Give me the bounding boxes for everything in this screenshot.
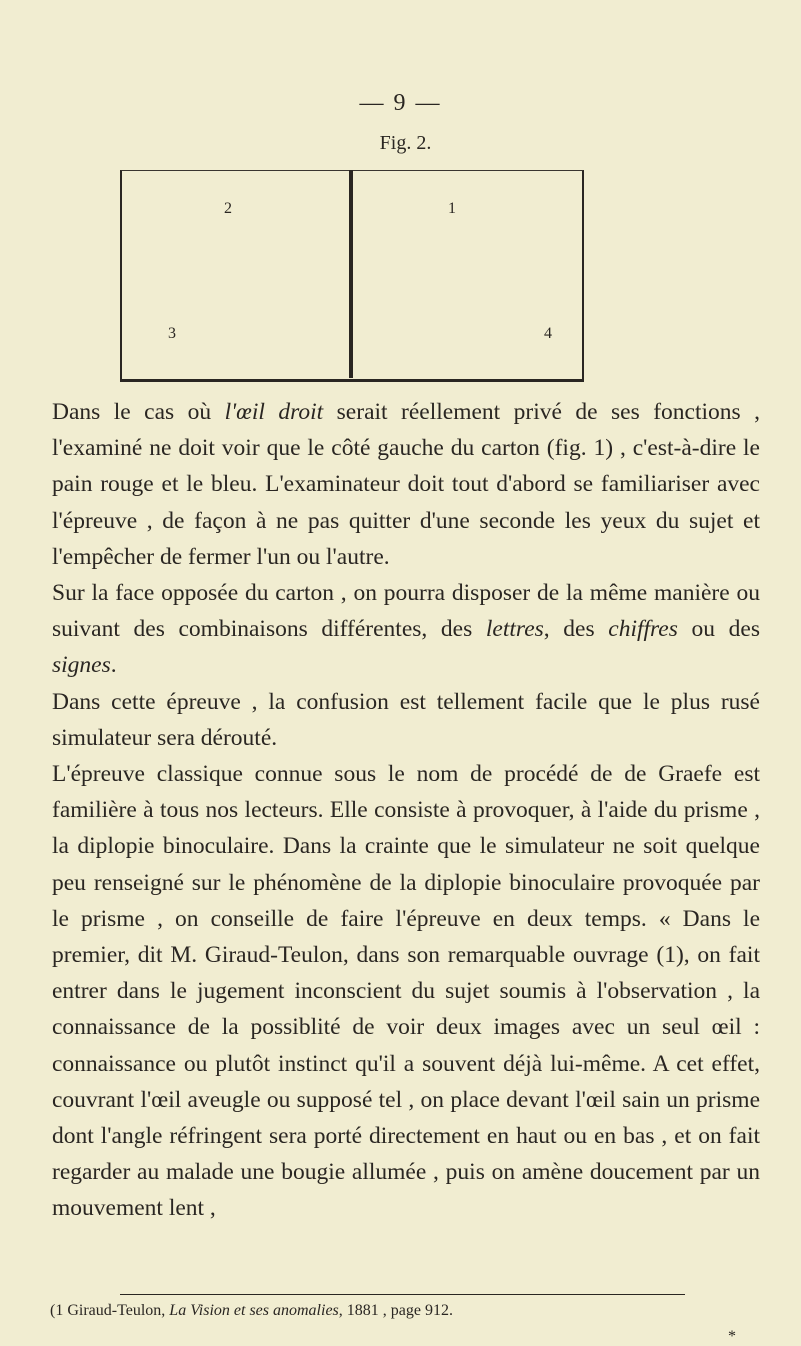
figure-caption: Fig. 2. bbox=[379, 132, 432, 154]
signature-mark: * bbox=[728, 1328, 736, 1345]
figure-label-bottom-left: 3 bbox=[168, 325, 176, 342]
figure-diagram bbox=[120, 170, 584, 382]
footnote: (1 Giraud-Teulon, La Vision et ses anomalies, 1881 , page 912. bbox=[50, 1302, 453, 1319]
italic-word: lettres bbox=[485, 616, 544, 643]
paragraph-4: L'épreuve classique connue sous le nom de procédé de de Graefe est familière à tous nos lecteurs. Elle consiste à provoquer, à l'aide du prisme , la diplopie binoculaire. Dans la crainte que le simulateur ne soit quelque peu renseigné sur le phénomène de la diplopie binoculaire provoquée par le prisme , on conseille de faire l'épreuve en deux temps. « Dans le premier, dit M. Giraud-Teulon, dans son remarquable ouvrage (1), on fait entrer dans le jugement inconscient du sujet soumis à l'observation , la connaissance de la possiblité de voir deux images avec un seul œil : connaissance ou plutôt instinct qu'il a souvent déjà lui-même. A cet effet, couvrant l'œil aveugle ou supposé tel , on place devant l'œil sain un prisme dont l'angle réfringent sera porté directement en haut ou en bas , et on fait regarder au malade une bougie allumée , puis on amène doucement par un mouvement lent , bbox=[52, 761, 760, 1222]
italic-phrase: l'œil droit bbox=[224, 399, 324, 425]
italic-word: chiffres bbox=[608, 616, 678, 643]
paragraph-3: Dans cette épreuve , la confusion est tellement facile que le plus rusé simulateur sera dérouté. bbox=[52, 688, 760, 751]
paragraph-2: Sur la face opposée du carton , on pourra disposer de la même manière ou suivant des combinaisons différentes, des lettres, des chiffres ou des signes. bbox=[52, 580, 760, 679]
figure-divider bbox=[349, 170, 353, 378]
footnote-title: La Vision et ses anomalies bbox=[169, 1302, 339, 1319]
italic-word: signes bbox=[52, 652, 111, 679]
figure-label-top-right: 1 bbox=[448, 200, 456, 217]
page-number: — 9 — bbox=[359, 90, 442, 116]
footnote-rule bbox=[120, 1294, 685, 1295]
figure-label-top-left: 2 bbox=[224, 200, 232, 217]
body-text bbox=[52, 394, 760, 1227]
paragraph-1: Dans le cas où l'œil droit serait réellement privé de ses fonctions , l'examiné ne doit voir que le côté gauche du carton (fig. 1) , c'est-à-dire le pain rouge et le bleu. L'examinateur doit tout d'abord se familiariser avec l'épreuve , de façon à ne pas quitter d'une seconde les yeux du sujet et l'empêcher de fermer l'un ou l'autre. bbox=[52, 399, 761, 570]
figure-label-bottom-right: 4 bbox=[544, 325, 552, 342]
